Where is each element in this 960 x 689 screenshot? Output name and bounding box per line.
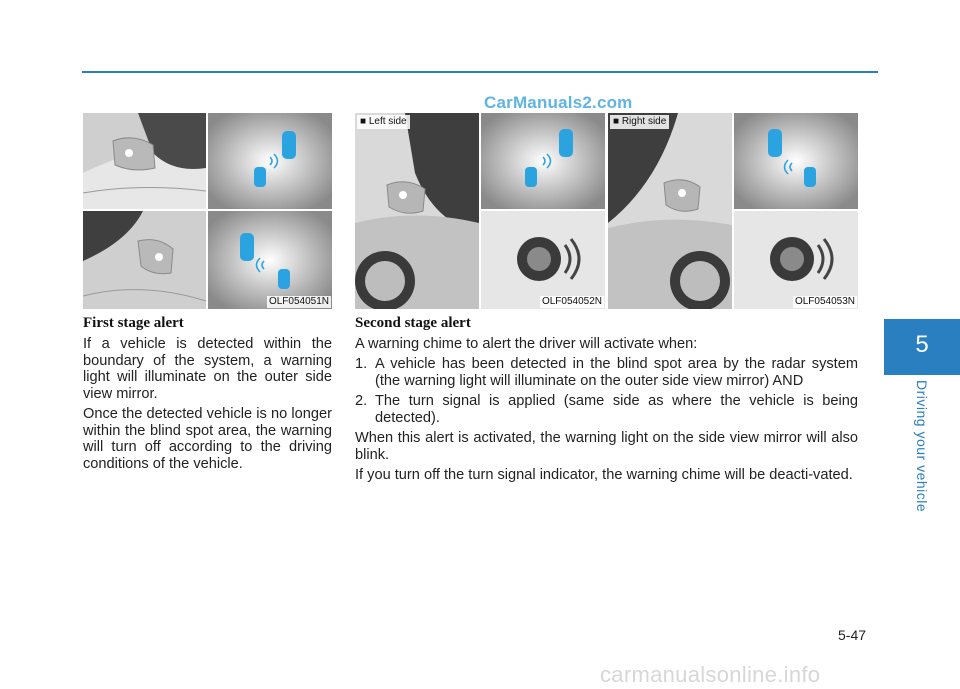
figure-first-code: OLF054051N <box>268 296 329 307</box>
footer-watermark: carmanualsonline.info <box>600 662 821 687</box>
figure-right-radar <box>734 113 858 209</box>
list-item-2-text: The turn signal is applied (same side as where the vehicle is being detected). <box>375 393 858 426</box>
figure-left-car <box>355 113 479 309</box>
figure-first-radar-bottom <box>208 211 332 309</box>
first-stage-heading: First stage alert <box>83 315 184 331</box>
figure-first-mirror-top <box>83 113 206 209</box>
watermark-top: CarManuals2.com <box>484 93 633 112</box>
figure-first-mirror-bottom <box>83 211 206 309</box>
figure-left-speaker <box>481 211 605 309</box>
figure-first-radar-top <box>208 113 332 209</box>
first-stage-paragraph-2: Once the detected vehicle is no longer within the blind spot area, the warning will turn off according to the driving conditions of the vehicle. <box>83 406 332 472</box>
figure-left-radar <box>481 113 605 209</box>
figure-right-speaker <box>734 211 858 309</box>
list-item-1 <box>355 356 858 389</box>
chapter-title: Driving your vehicle <box>914 380 930 513</box>
list-item-2 <box>355 393 858 426</box>
figure-left-code: OLF054052N <box>541 296 602 307</box>
list-item-1-number: 1. <box>355 356 368 372</box>
page-number: 5-47 <box>838 627 867 643</box>
figure-left-tag: ■ Left side <box>357 115 410 129</box>
second-stage-off-paragraph: If you turn off the turn signal indicator, the warning chime will be deacti-vated. <box>355 467 853 483</box>
second-stage-blink-paragraph: When this alert is activated, the warning light on the side view mirror will also blink. <box>355 430 858 463</box>
figure-right-code: OLF054053N <box>794 296 855 307</box>
chapter-tab <box>884 319 960 375</box>
figure-right-tag: ■ Right side <box>610 115 669 129</box>
second-stage-intro: A warning chime to alert the driver will activate when: <box>355 336 698 352</box>
first-stage-paragraph-1: If a vehicle is detected within the boundary of the system, a warning light will illuminate on the outer side view mirror. <box>83 336 332 402</box>
header-rule <box>82 71 878 73</box>
chapter-number: 5 <box>915 331 929 358</box>
figure-right-car <box>608 113 732 309</box>
list-item-2-number: 2. <box>355 393 368 409</box>
list-item-1-text: A vehicle has been detected in the blind spot area by the radar system (the warning light will illuminate on the outer side view mirror) AND <box>375 356 858 389</box>
second-stage-heading: Second stage alert <box>355 315 471 331</box>
